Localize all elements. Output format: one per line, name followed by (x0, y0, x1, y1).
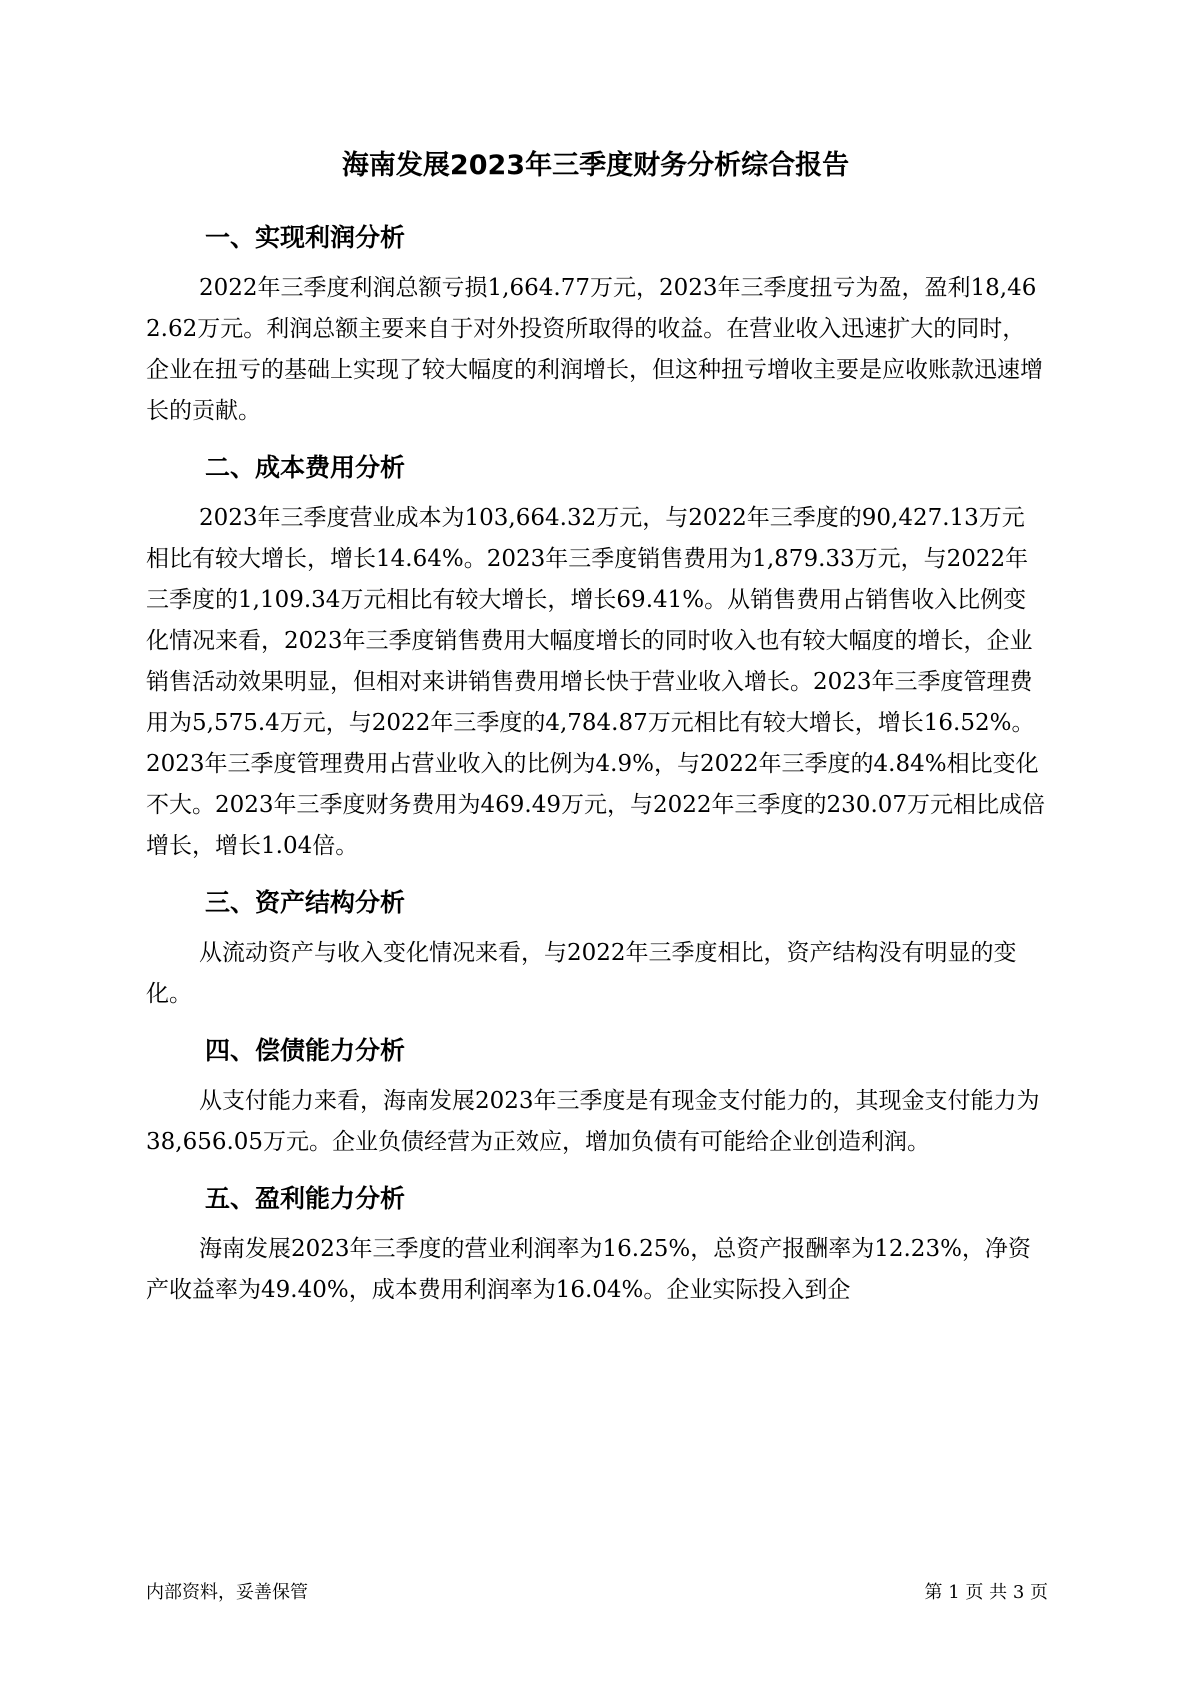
section-paragraph: 从流动资产与收入变化情况来看，与2022年三季度相比，资产结构没有明显的变化。 (146, 940, 1017, 1007)
section-heading: 五、盈利能力分析 (205, 1184, 406, 1213)
section-solvency (146, 1031, 1046, 1163)
section-heading: 三、资产结构分析 (205, 888, 406, 917)
section-paragraph: 2023年三季度营业成本为103,664.32万元，与2022年三季度的90,427.13万元相比有较大增长，增长14.64%。2023年三季度销售费用为1,879.33万元，与2022年三季度的1,109.34万元相比有较大增长，增长69.41%。从销售费用占销售收入比例变化情况来看，2023年三季度销售费用大幅度增长的同时收入也有较大幅度的增长，企业销售活动效果明显，但相对来讲销售费用增长快于营业收入增长。2023年三季度管理费用为5,575.4万元，与2022年三季度的4,784.87万元相比有较大增长，增长16.52%。2023年三季度管理费用占营业收入的比例为4.9%，与2022年三季度的4.84%相比变化不大。2023年三季度财务费用为469.49万元，与2022年三季度的230.07万元相比成倍增长，增长1.04倍。 (146, 505, 1046, 859)
section-heading: 一、实现利润分析 (205, 223, 406, 252)
document-body (146, 218, 1046, 1327)
document-title: 海南发展2023年三季度财务分析综合报告 (341, 150, 850, 181)
section-heading: 四、偿债能力分析 (205, 1036, 406, 1065)
footer-confidential-note: 内部资料，妥善保管 (146, 1582, 308, 1603)
section-profit (146, 218, 1046, 432)
section-asset-structure (146, 883, 1046, 1015)
section-paragraph: 2022年三季度利润总额亏损1,664.77万元，2023年三季度扭亏为盈，盈利18,462.62万元。利润总额主要来自于对外投资所取得的收益。在营业收入迅速扩大的同时，企业在扭亏的基础上实现了较大幅度的利润增长，但这种扭亏增收主要是应收账款迅速增长的贡献。 (146, 275, 1043, 424)
section-heading: 二、成本费用分析 (205, 453, 406, 482)
footer-page-number: 第 1 页 共 3 页 (924, 1582, 1048, 1603)
section-paragraph: 从支付能力来看，海南发展2023年三季度是有现金支付能力的，其现金支付能力为38,656.05万元。企业负债经营为正效应，增加负债有可能给企业创造利润。 (146, 1088, 1040, 1155)
section-profitability (146, 1179, 1046, 1311)
section-paragraph: 海南发展2023年三季度的营业利润率为16.25%，总资产报酬率为12.23%，净资产收益率为49.40%，成本费用利润率为16.04%。企业实际投入到企 (146, 1236, 1031, 1303)
section-cost (146, 448, 1046, 867)
